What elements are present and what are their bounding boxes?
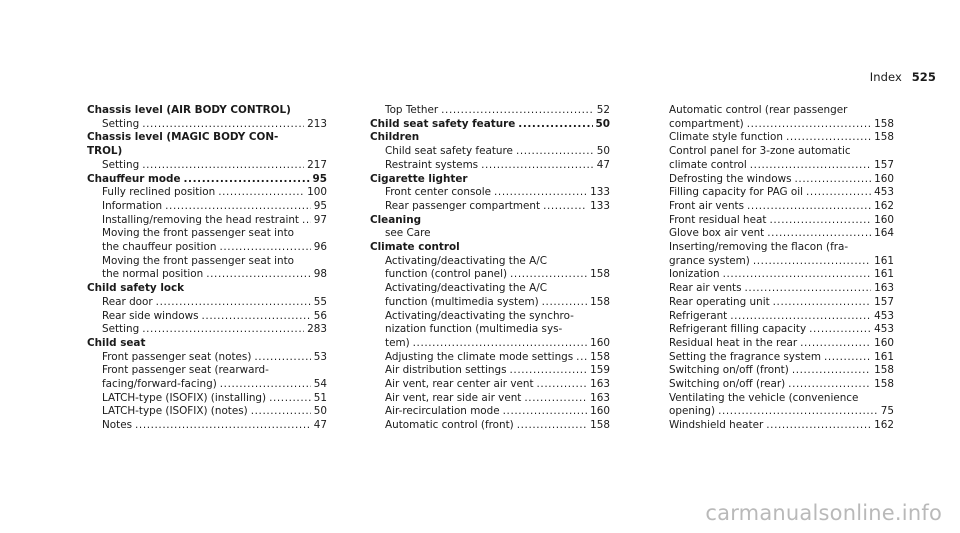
index-entry: [654, 159, 894, 173]
index-entry: [370, 378, 610, 392]
entry-text: Fully reclined position: [102, 186, 216, 199]
entry-text: Chauffeur mode: [87, 172, 181, 185]
entry-text: Notes: [102, 419, 133, 432]
dot-leader: [302, 214, 311, 228]
entry-text: Refrigerant filling capacity: [669, 323, 807, 336]
index-entry: [87, 405, 327, 419]
index-entry: [87, 392, 327, 406]
entry-text: Refrigerant: [669, 309, 728, 322]
index-entry: [370, 337, 610, 351]
index-entry: [87, 378, 327, 392]
entry-page-number: 95: [312, 172, 327, 185]
entry-text: Front air vents: [669, 199, 745, 212]
entry-text: LATCH-type (ISOFIX) (notes): [102, 405, 248, 418]
dot-leader: [251, 405, 311, 419]
index-entry: [370, 392, 610, 406]
index-entry-continued: Activating/deactivating the A/C: [385, 282, 547, 295]
entry-text: opening): [669, 405, 716, 418]
dot-leader: [769, 214, 871, 228]
index-entry-continued: Front passenger seat (rearward-: [102, 364, 269, 377]
dot-leader: [766, 419, 871, 433]
entry-text: Automatic control (front): [385, 419, 514, 432]
index-entry-continued: see Care: [385, 227, 431, 240]
entry-page-number: 160: [590, 405, 610, 418]
entry-text: compartment): [669, 117, 744, 130]
entry-page-number: 159: [590, 364, 610, 377]
entry-page-number: 453: [874, 309, 894, 322]
index-entry: [654, 405, 894, 419]
index-column-1: [87, 104, 327, 433]
index-entry: [654, 131, 894, 145]
entry-page-number: 47: [596, 158, 610, 171]
dot-leader: [543, 200, 587, 214]
index-entry-continued: Activating/deactivating the synchro-: [385, 309, 574, 322]
index-heading-entry: [87, 173, 327, 187]
entry-page-number: 75: [880, 405, 894, 418]
dot-leader: [795, 173, 872, 187]
entry-page-number: 54: [313, 378, 327, 391]
index-heading: Cleaning: [370, 213, 422, 226]
entry-text: Information: [102, 199, 163, 212]
entry-text: the chauffeur position: [102, 241, 217, 254]
index-entry-continued: Control panel for 3-zone automatic: [669, 145, 851, 158]
index-entry: [654, 337, 894, 351]
entry-page-number: 51: [313, 391, 327, 404]
entry-page-number: 158: [874, 364, 894, 377]
header-label: Index: [869, 70, 902, 84]
index-entry: [87, 200, 327, 214]
entry-page-number: 50: [313, 405, 327, 418]
index-entry: [87, 323, 327, 337]
entry-text: grance system): [669, 254, 750, 267]
index-entry: [87, 419, 327, 433]
index-heading: Climate control: [370, 241, 460, 254]
dot-leader: [576, 351, 587, 365]
index-heading: Cigarette lighter: [370, 172, 468, 185]
entry-page-number: 55: [313, 295, 327, 308]
index-entry: [370, 200, 610, 214]
entry-text: Adjusting the climate mode settings: [385, 350, 574, 363]
entry-page-number: 133: [590, 186, 610, 199]
entry-page-number: 158: [874, 117, 894, 130]
entry-page-number: 163: [590, 378, 610, 391]
entry-page-number: 160: [590, 336, 610, 349]
index-entry-continued: Moving the front passenger seat into: [102, 254, 295, 267]
dot-leader: [516, 145, 594, 159]
entry-page-number: 50: [596, 145, 610, 158]
dot-leader: [788, 378, 871, 392]
index-entry-continued: nization function (multimedia sys-: [385, 323, 563, 336]
entry-text: Setting the fragrance system: [669, 350, 821, 363]
dot-leader: [269, 392, 311, 406]
entry-page-number: 56: [313, 309, 327, 322]
entry-text: Rear operating unit: [669, 295, 770, 308]
entry-page-number: 217: [307, 158, 327, 171]
entry-text: Residual heat in the rear: [669, 336, 798, 349]
index-entry: [87, 268, 327, 282]
dot-leader: [750, 159, 871, 173]
dot-leader: [718, 405, 878, 419]
index-entry: [370, 186, 610, 200]
entry-page-number: 133: [590, 199, 610, 212]
entry-text: Glove box air vent: [669, 227, 765, 240]
dot-leader: [165, 200, 311, 214]
index-entry: [654, 118, 894, 132]
dot-leader: [773, 296, 872, 310]
entry-text: Switching on/off (front): [669, 364, 789, 377]
index-heading: Child seat: [87, 336, 146, 349]
dot-leader: [542, 296, 588, 310]
entry-page-number: 162: [874, 419, 894, 432]
entry-text: Air vent, rear side air vent: [385, 391, 522, 404]
dot-leader: [441, 104, 594, 118]
entry-text: Rear side windows: [102, 309, 199, 322]
index-entry-continued: Automatic control (rear passenger: [669, 104, 848, 116]
dot-leader: [753, 255, 871, 269]
dot-leader: [747, 200, 871, 214]
entry-text: Windshield heater: [669, 419, 764, 432]
index-entry: [87, 159, 327, 173]
dot-leader: [218, 186, 304, 200]
entry-page-number: 158: [874, 131, 894, 144]
index-entry: [370, 351, 610, 365]
entry-text: tem): [385, 336, 410, 349]
entry-text: Rear passenger compartment: [385, 199, 541, 212]
dot-leader: [494, 186, 587, 200]
dot-leader: [809, 323, 871, 337]
entry-text: Front residual heat: [669, 213, 767, 226]
index-entry: [654, 255, 894, 269]
index-entry: [370, 159, 610, 173]
index-entry-continued: Ventilating the vehicle (convenience: [669, 391, 859, 404]
dot-leader: [503, 405, 588, 419]
index-entry: [370, 419, 610, 433]
dot-leader: [723, 268, 872, 282]
entry-text: Ionization: [669, 268, 720, 281]
entry-page-number: 453: [874, 323, 894, 336]
index-entry: [654, 351, 894, 365]
dot-leader: [510, 364, 588, 378]
index-entry: [87, 118, 327, 132]
entry-text: Setting: [102, 158, 140, 171]
dot-leader: [142, 159, 304, 173]
dot-leader: [786, 131, 871, 145]
index-entry-continued: Moving the front passenger seat into: [102, 227, 295, 240]
index-entry: [654, 173, 894, 187]
entry-page-number: 158: [590, 419, 610, 432]
index-entry: [87, 310, 327, 324]
index-entry: [654, 378, 894, 392]
dot-leader: [806, 186, 871, 200]
index-entry: [654, 364, 894, 378]
entry-page-number: 160: [874, 336, 894, 349]
entry-page-number: 158: [590, 268, 610, 281]
index-entry: [654, 296, 894, 310]
index-entry: [654, 227, 894, 241]
index-entry: [87, 351, 327, 365]
entry-page-number: 50: [595, 117, 610, 130]
entry-text: Front passenger seat (notes): [102, 350, 252, 363]
entry-text: Air-recirculation mode: [385, 405, 500, 418]
dot-leader: [792, 364, 871, 378]
entry-text: Defrosting the windows: [669, 172, 792, 185]
entry-page-number: 158: [874, 378, 894, 391]
entry-page-number: 53: [313, 350, 327, 363]
dot-leader: [510, 268, 587, 282]
dot-leader: [767, 227, 871, 241]
entry-text: Climate style function: [669, 131, 783, 144]
dot-leader: [481, 159, 594, 173]
index-heading: Chassis level (AIR BODY CONTROL): [87, 104, 291, 116]
entry-page-number: 161: [874, 350, 894, 363]
dot-leader: [745, 282, 872, 296]
entry-text: Installing/removing the head restraint: [102, 213, 299, 226]
entry-text: Rear air vents: [669, 282, 742, 295]
index-entry: [370, 104, 610, 118]
index-entry-continued: Activating/deactivating the A/C: [385, 254, 547, 267]
index-entry: [654, 200, 894, 214]
index-heading: Child safety lock: [87, 282, 185, 295]
index-entry: [87, 241, 327, 255]
dot-leader: [254, 351, 310, 365]
entry-page-number: 160: [874, 213, 894, 226]
index-entry: [654, 419, 894, 433]
entry-page-number: 164: [874, 227, 894, 240]
entry-page-number: 161: [874, 254, 894, 267]
page-number: 525: [911, 70, 936, 84]
index-column-3: [654, 104, 894, 433]
index-entry: [654, 268, 894, 282]
entry-page-number: 100: [307, 186, 327, 199]
entry-text: Restraint systems: [385, 158, 479, 171]
entry-page-number: 163: [590, 391, 610, 404]
index-column-2: [370, 104, 610, 433]
entry-page-number: 213: [307, 117, 327, 130]
entry-text: Switching on/off (rear): [669, 378, 786, 391]
dot-leader: [537, 378, 588, 392]
dot-leader: [135, 419, 311, 433]
entry-page-number: 98: [313, 268, 327, 281]
entry-text: Air distribution settings: [385, 364, 507, 377]
entry-page-number: 157: [874, 158, 894, 171]
index-entry: [370, 296, 610, 310]
entry-text: Air vent, rear center air vent: [385, 378, 534, 391]
dot-leader: [413, 337, 588, 351]
entry-page-number: 52: [596, 104, 610, 116]
entry-page-number: 160: [874, 172, 894, 185]
entry-text: function (multimedia system): [385, 295, 539, 308]
dot-leader: [800, 337, 871, 351]
entry-page-number: 283: [307, 323, 327, 336]
dot-leader: [142, 323, 304, 337]
entry-page-number: 158: [590, 350, 610, 363]
entry-page-number: 162: [874, 199, 894, 212]
entry-text: climate control: [669, 158, 747, 171]
index-entry: [370, 268, 610, 282]
entry-page-number: 453: [874, 186, 894, 199]
dot-leader: [518, 118, 592, 132]
dot-leader: [202, 310, 311, 324]
entry-text: facing/forward-facing): [102, 378, 217, 391]
entry-page-number: 95: [313, 199, 327, 212]
entry-page-number: 97: [313, 213, 327, 226]
index-heading: TROL): [87, 145, 123, 158]
entry-text: Rear door: [102, 295, 153, 308]
entry-text: Front center console: [385, 186, 492, 199]
watermark-text: carmanualsonline.info: [705, 501, 942, 525]
dot-leader: [142, 118, 304, 132]
entry-page-number: 161: [874, 268, 894, 281]
index-entry-continued: Inserting/removing the flacon (fra-: [669, 241, 849, 254]
entry-text: Child seat safety feature: [385, 145, 513, 158]
dot-leader: [220, 378, 311, 392]
entry-text: Filling capacity for PAG oil: [669, 186, 804, 199]
page-header: [870, 70, 936, 84]
index-entry: [654, 323, 894, 337]
index-heading-entry: [370, 118, 610, 132]
index-heading: Children: [370, 131, 420, 144]
entry-page-number: 158: [590, 295, 610, 308]
dot-leader: [524, 392, 587, 406]
dot-leader: [184, 173, 310, 187]
dot-leader: [747, 118, 871, 132]
dot-leader: [824, 351, 871, 365]
entry-text: function (control panel): [385, 268, 508, 281]
entry-text: Setting: [102, 323, 140, 336]
dot-leader: [206, 268, 311, 282]
dot-leader: [730, 310, 871, 324]
index-entry: [654, 214, 894, 228]
entry-text: Setting: [102, 117, 140, 130]
entry-page-number: 163: [874, 282, 894, 295]
index-entry: [370, 364, 610, 378]
index-entry: [87, 186, 327, 200]
index-entry: [87, 214, 327, 228]
entry-text: the normal position: [102, 268, 204, 281]
dot-leader: [517, 419, 587, 433]
entry-page-number: 47: [313, 419, 327, 432]
entry-text: LATCH-type (ISOFIX) (installing): [102, 391, 267, 404]
index-entry: [654, 186, 894, 200]
index-entry: [87, 296, 327, 310]
entry-text: Child seat safety feature: [370, 117, 516, 130]
entry-page-number: 96: [313, 241, 327, 254]
index-entry: [654, 282, 894, 296]
index-entry: [370, 145, 610, 159]
index-entry: [654, 310, 894, 324]
index-entry: [370, 405, 610, 419]
dot-leader: [156, 296, 311, 310]
dot-leader: [219, 241, 310, 255]
entry-text: Top Tether: [385, 104, 439, 116]
index-heading: Chassis level (MAGIC BODY CON-: [87, 131, 279, 144]
entry-page-number: 157: [874, 295, 894, 308]
